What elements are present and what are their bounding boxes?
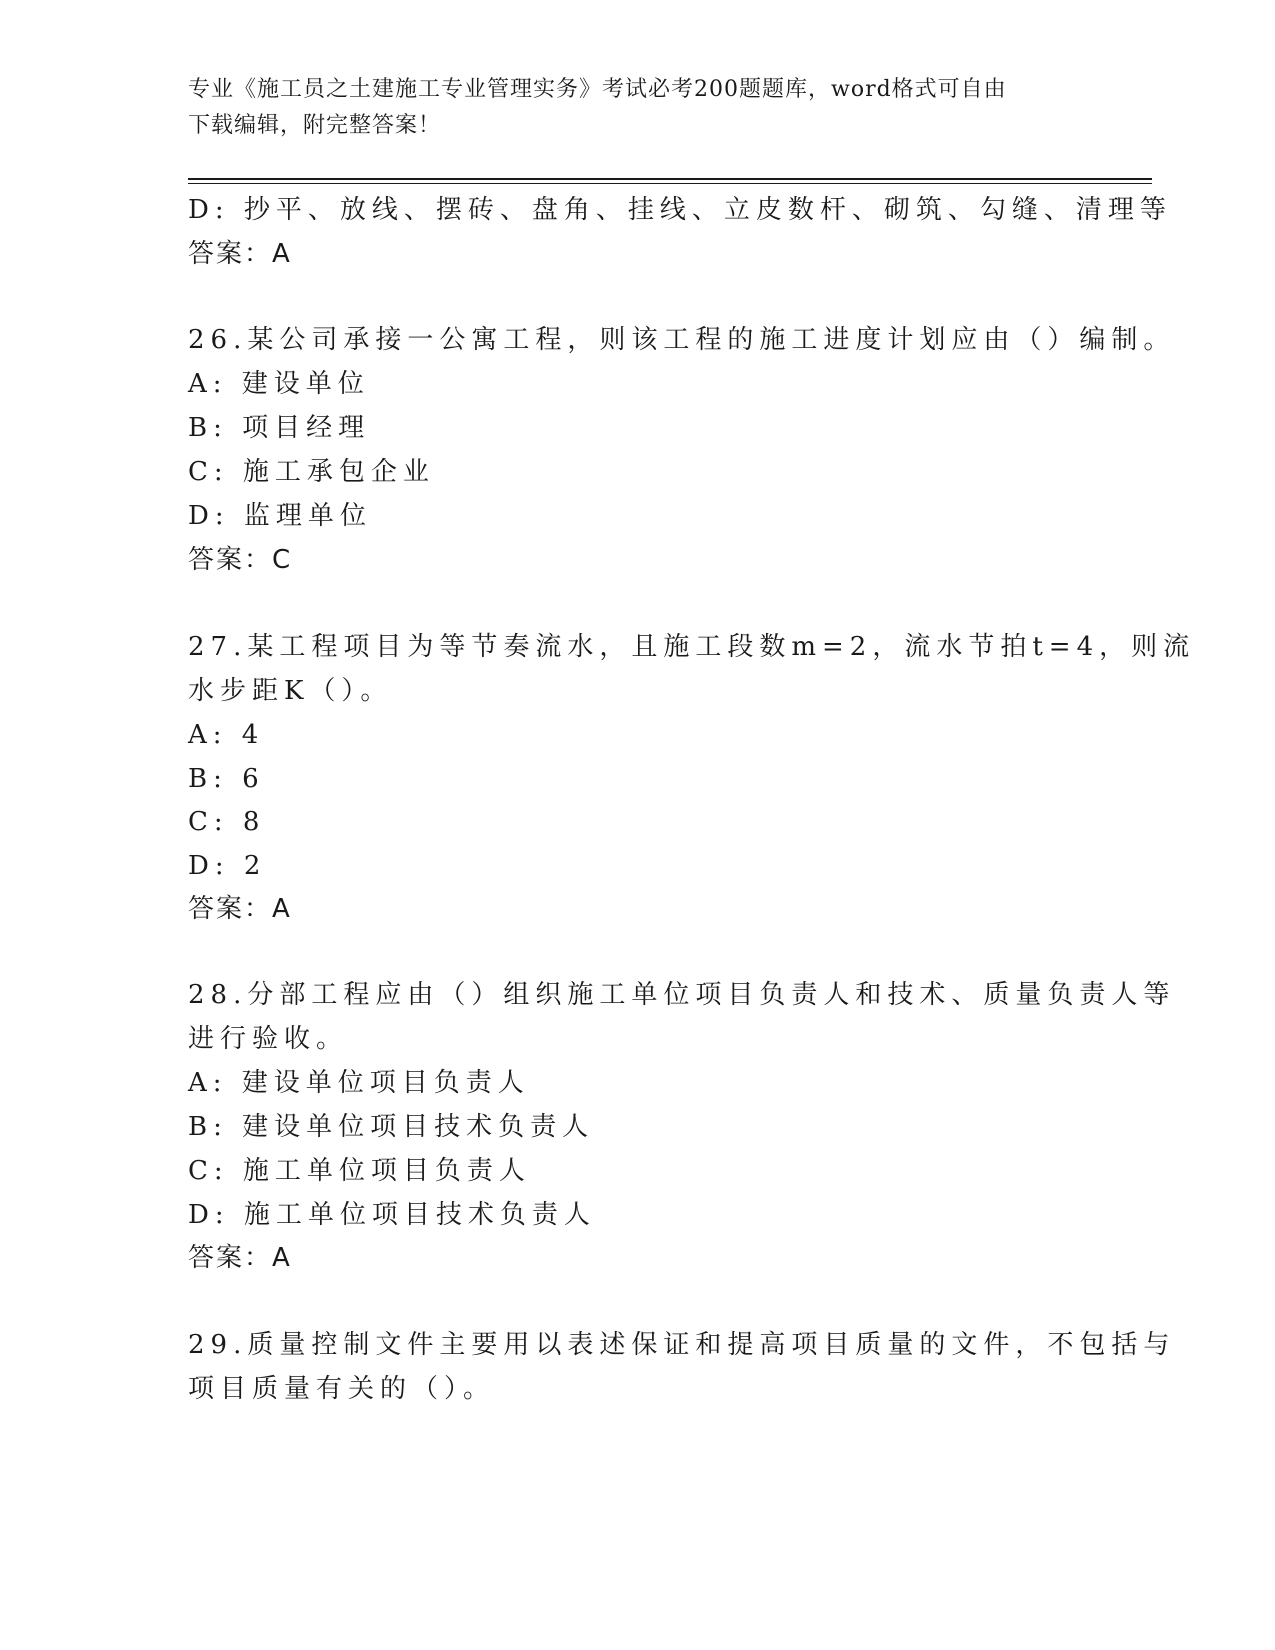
q27-option-a: A: 4 bbox=[188, 720, 265, 750]
q27-option-b: B: 6 bbox=[188, 764, 265, 794]
q27-option-c: C: 8 bbox=[188, 807, 266, 837]
q27-stem-line-2: 水步距K（）。 bbox=[188, 676, 393, 706]
q27-stem-line-1: 27.某工程项目为等节奏流水，且施工段数m=2，流水节拍t=4，则流 bbox=[188, 632, 1196, 662]
q28-answer: 答案：A bbox=[188, 1243, 292, 1273]
q26-option-b: B: 项目经理 bbox=[188, 413, 371, 443]
header-line-2: 下载编辑，附完整答案！ bbox=[188, 113, 442, 138]
q28-stem-line-1: 28.分部工程应由（）组织施工单位项目负责人和技术、质量负责人等 bbox=[188, 980, 1176, 1010]
document-header bbox=[188, 72, 1088, 144]
q25-option-d: D: 抄平、放线、摆砖、盘角、挂线、立皮数杆、砌筑、勾缝、清理等 bbox=[188, 195, 1172, 225]
q27-option-d: D: 2 bbox=[188, 851, 267, 881]
q28-option-b: B: 建设单位项目技术负责人 bbox=[188, 1112, 595, 1142]
q27-answer: 答案：A bbox=[188, 894, 292, 924]
q28-option-d: D: 施工单位项目技术负责人 bbox=[188, 1200, 596, 1230]
q28-stem-line-2: 进行验收。 bbox=[188, 1024, 349, 1054]
q26-stem: 26.某公司承接一公寓工程，则该工程的施工进度计划应由（）编制。 bbox=[188, 325, 1176, 355]
header-divider-thin bbox=[188, 183, 1152, 184]
q25-answer: 答案：A bbox=[188, 239, 292, 269]
q26-answer: 答案：C bbox=[188, 545, 293, 575]
q29-stem-line-1: 29.质量控制文件主要用以表述保证和提高项目质量的文件，不包括与 bbox=[188, 1330, 1176, 1360]
header-line-1: 专业《施工员之土建施工专业管理实务》考试必考200题题库，word格式可自由 bbox=[188, 77, 1007, 102]
header-divider-thick bbox=[188, 178, 1152, 180]
q26-option-c: C: 施工承包企业 bbox=[188, 457, 435, 487]
q28-option-a: A: 建设单位项目负责人 bbox=[188, 1068, 530, 1098]
q26-option-a: A: 建设单位 bbox=[188, 369, 370, 399]
q29-stem-line-2: 项目质量有关的（）。 bbox=[188, 1374, 496, 1404]
q28-option-c: C: 施工单位项目负责人 bbox=[188, 1156, 531, 1186]
q26-option-d: D: 监理单位 bbox=[188, 501, 372, 531]
